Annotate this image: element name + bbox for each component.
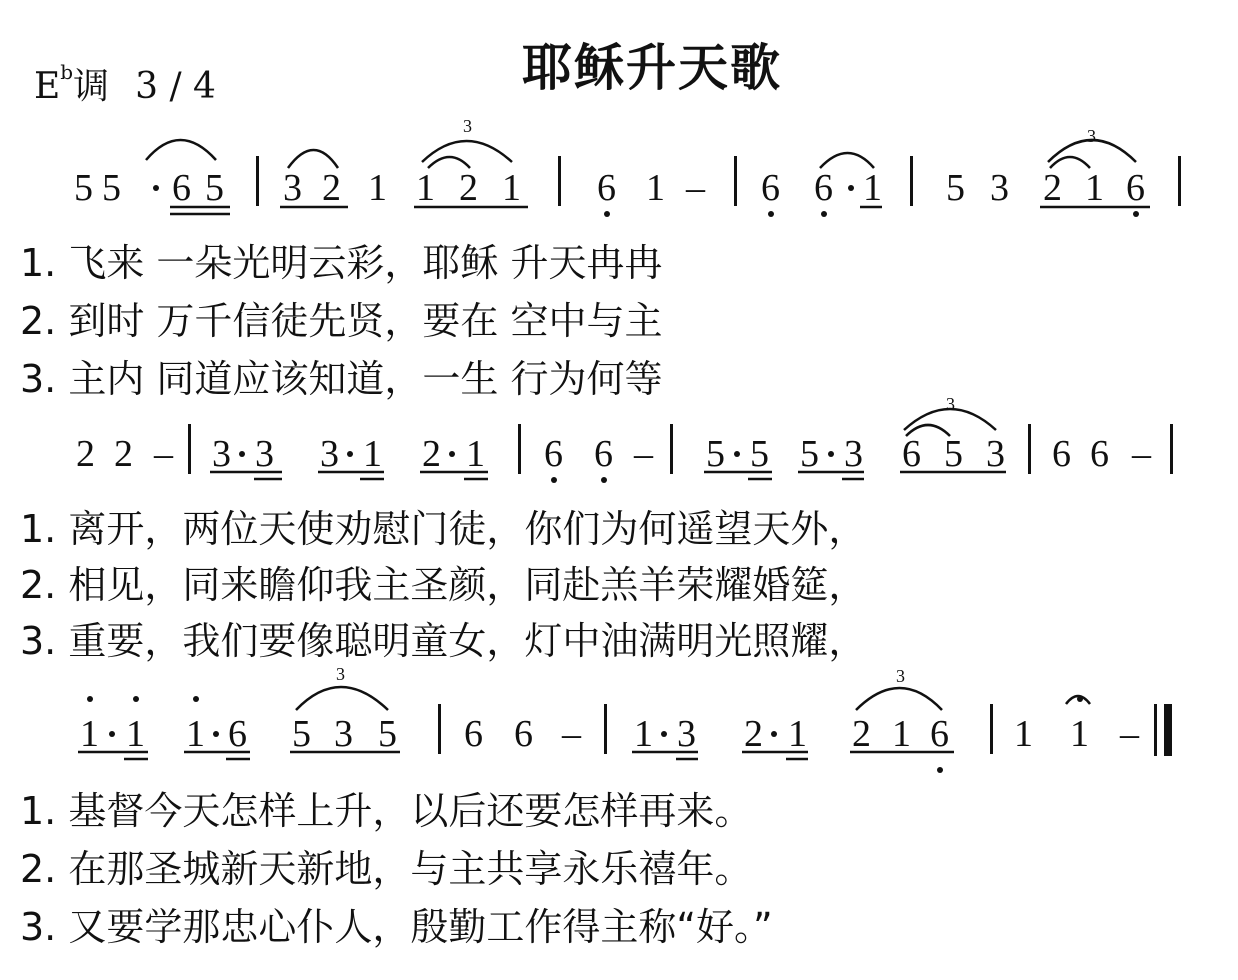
lyric-line: 3. 重要，我们要像聪明童女，灯中油满明光照耀，	[20, 619, 867, 663]
dot	[87, 696, 93, 702]
barline	[518, 424, 521, 474]
slur	[146, 140, 216, 160]
note: –	[154, 433, 173, 475]
lyric-line: 3. 又要学那忠心仆人，殷勤工作得主称“好。”	[20, 905, 773, 949]
dot	[604, 211, 610, 217]
triplet-mark: 3	[463, 116, 472, 136]
note: 5	[292, 713, 311, 755]
dot	[193, 696, 199, 702]
note: 1	[466, 433, 485, 475]
dot	[848, 185, 854, 191]
note: 6	[902, 433, 921, 475]
note: 5	[205, 167, 224, 209]
note: 6	[1052, 433, 1071, 475]
note: 5	[946, 167, 965, 209]
note: 3	[320, 433, 339, 475]
note: 2	[76, 433, 95, 475]
barline	[910, 156, 913, 206]
dot	[661, 731, 667, 737]
note: 6	[514, 713, 533, 755]
note: –	[1120, 713, 1139, 755]
note: 1	[1014, 713, 1033, 755]
slur	[856, 688, 942, 710]
note: 1	[363, 433, 382, 475]
note: 3	[255, 433, 274, 475]
note: 5	[74, 167, 93, 209]
note: 6	[172, 167, 191, 209]
note: 1	[646, 167, 665, 209]
dot	[133, 696, 139, 702]
note: 1	[788, 713, 807, 755]
note: 6	[594, 433, 613, 475]
slur	[288, 150, 338, 168]
barline	[256, 156, 259, 206]
note: 3	[334, 713, 353, 755]
note: 2	[322, 167, 341, 209]
note: 1	[1085, 167, 1104, 209]
note: 3	[986, 433, 1005, 475]
note: 2	[114, 433, 133, 475]
barline	[990, 704, 993, 754]
note: 6	[228, 713, 247, 755]
lyric-line: 1. 离开，两位天使劝慰门徒，你们为何遥望天外，	[20, 507, 867, 551]
slur	[820, 153, 874, 168]
barline	[670, 424, 673, 474]
lyric-line: 2. 到时 万千信徒先贤，要在 空中与主	[20, 299, 663, 343]
note: –	[562, 713, 581, 755]
barline	[438, 704, 441, 754]
dot	[771, 731, 777, 737]
note: 1	[126, 713, 145, 755]
dot	[153, 185, 159, 191]
lyric-line: 1. 基督今天怎样上升，以后还要怎样再来。	[20, 789, 753, 833]
note: 6	[1126, 167, 1145, 209]
note: 1	[634, 713, 653, 755]
note: 3	[677, 713, 696, 755]
lyric-line: 1. 飞来 一朵光明云彩，耶稣 升天冉冉	[20, 241, 663, 285]
lyric-line: 3. 主内 同道应该知道，一生 行为何等	[20, 357, 663, 401]
dot	[768, 211, 774, 217]
barline	[734, 156, 737, 206]
note: 5	[944, 433, 963, 475]
note: 6	[464, 713, 483, 755]
note: 1	[80, 713, 99, 755]
lyric-line: 2. 在那圣城新天新地，与主共享永乐禧年。	[20, 847, 753, 891]
note: 1	[416, 167, 435, 209]
note: 6	[1090, 433, 1109, 475]
note: 1	[1070, 713, 1089, 755]
dot	[347, 451, 353, 457]
dot	[449, 451, 455, 457]
slur	[296, 687, 388, 710]
note: 2	[744, 713, 763, 755]
barline	[188, 424, 191, 474]
song-title: 耶稣升天歌	[522, 39, 782, 97]
lyric-line: 2. 相见，同来瞻仰我主圣颜，同赴羔羊荣耀婚筵，	[20, 563, 867, 607]
dot	[734, 451, 740, 457]
barline	[558, 156, 561, 206]
dot	[239, 451, 245, 457]
triplet-mark: 3	[896, 666, 905, 686]
final-barline	[1164, 704, 1172, 756]
note: 1	[863, 167, 882, 209]
barline	[1028, 424, 1031, 474]
note: 5	[102, 167, 121, 209]
note: 1	[502, 167, 521, 209]
barline	[1178, 156, 1181, 206]
key-signature: $E^b$调 3 / 4	[34, 60, 216, 107]
dot	[601, 477, 607, 483]
triplet-mark: 3	[1087, 126, 1096, 146]
note: 6	[761, 167, 780, 209]
slur	[422, 141, 512, 162]
note: 2	[459, 167, 478, 209]
note: 5	[800, 433, 819, 475]
note: 1	[892, 713, 911, 755]
note: 5	[378, 713, 397, 755]
note: 6	[544, 433, 563, 475]
note: 2	[852, 713, 871, 755]
note: 6	[814, 167, 833, 209]
note: 6	[597, 167, 616, 209]
note: 2	[422, 433, 441, 475]
triplet-mark: 3	[946, 394, 955, 414]
note: –	[686, 167, 705, 209]
note: 2	[1043, 167, 1062, 209]
note: 6	[930, 713, 949, 755]
note: 5	[750, 433, 769, 475]
note: –	[634, 433, 653, 475]
note: 3	[283, 167, 302, 209]
note: 5	[706, 433, 725, 475]
note: 3	[212, 433, 231, 475]
dot	[937, 767, 943, 773]
triplet-mark: 3	[336, 664, 345, 684]
dot	[213, 731, 219, 737]
barline	[1154, 704, 1157, 756]
note: 3	[990, 167, 1009, 209]
dot	[551, 477, 557, 483]
note: –	[1132, 433, 1151, 475]
note: 1	[368, 167, 387, 209]
barline	[1170, 424, 1173, 474]
dot	[109, 731, 115, 737]
dot	[1133, 211, 1139, 217]
note: 3	[844, 433, 863, 475]
barline	[604, 704, 607, 754]
dot	[821, 211, 827, 217]
dot	[828, 451, 834, 457]
note: 1	[186, 713, 205, 755]
